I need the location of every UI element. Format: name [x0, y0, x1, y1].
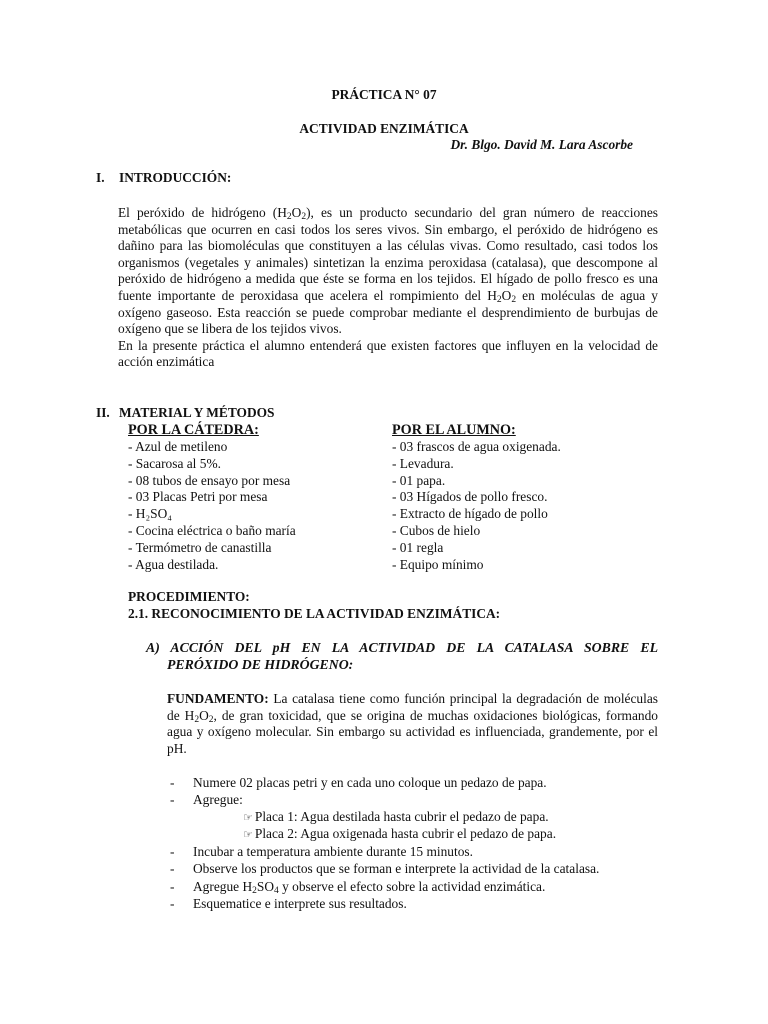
section-number-materials: II. — [96, 405, 110, 420]
procedure-section-title: 2.1. RECONOCIMIENTO DE LA ACTIVIDAD ENZIMÁTICA: — [128, 606, 501, 621]
list-item: - Agregue: ☞ Placa 1: Agua destilada hasta cubrir el pedazo de papa. ☞ Placa 2: Agua oxigenada hasta cubrir el pedazo de papa. — [170, 792, 658, 844]
list-item: - Sacarosa al 5%. — [128, 455, 221, 471]
sub-step: ☞ Placa 1: Agua destilada hasta cubrir el pedazo de papa. — [243, 808, 549, 824]
subsection-title-line-2: PERÓXIDO DE HIDRÓGENO: — [167, 657, 354, 672]
list-item: - 01 papa. — [392, 472, 446, 488]
list-item: - 01 regla — [392, 539, 444, 555]
section-heading-materials: MATERIAL Y MÉTODOS — [119, 405, 275, 420]
list-item: - Agregue $H_2SO_4$ y observe el efecto sobre la actividad enzimática. — [170, 878, 546, 896]
list-item: - Observe los productos que se forman e interprete la actividad de la catalasa. — [170, 861, 600, 877]
intro-paragraph-2: En la presente práctica el alumno entenderá que existen factores que influyen en la velocidad de acción enzimática — [118, 337, 658, 370]
list-item: - Numere 02 placas petri y en cada uno coloque un pedazo de papa. — [170, 775, 547, 790]
intro-text — [118, 205, 658, 371]
alumno-heading: POR EL ALUMNO: — [392, 422, 516, 438]
list-item: - H₂SO₄ — [128, 506, 172, 522]
list-item: - Cocina eléctrica o baño maría — [128, 522, 296, 538]
procedure-steps-list — [170, 775, 658, 913]
section-number-intro: I. — [96, 170, 105, 185]
practice-title: PRÁCTICA N° 07 — [331, 87, 437, 102]
sub-step: ☞ Placa 2: Agua oxigenada hasta cubrir el pedazo de papa. — [243, 826, 557, 842]
catedra-materials-list — [128, 439, 296, 573]
pointing-hand-icon: ☞ — [243, 810, 253, 824]
catedra-heading: POR LA CÁTEDRA: — [128, 422, 259, 438]
author-name: Dr. Blgo. David M. Lara Ascorbe — [450, 137, 633, 152]
list-item: - 03 frascos de agua oxigenada. — [392, 439, 561, 454]
list-item: - Termómetro de canastilla — [128, 539, 272, 555]
alumno-materials-list — [392, 439, 561, 573]
list-item: - Cubos de hielo — [392, 522, 481, 538]
list-item: - Levadura. — [392, 455, 454, 471]
fundamento-paragraph: FUNDAMENTO: La catalasa tiene como función principal la degradación de moléculas de $H_2O_2$, de gran toxicidad, que se origina de muchas oxidaciones biológicas, formando agua y oxígeno molecular. Sin embargo su actividad es influenciada, grandemente, por el pH. — [167, 691, 658, 756]
list-item: - 03 Placas Petri por mesa — [128, 489, 268, 505]
pointing-hand-icon: ☞ — [243, 828, 253, 842]
practice-subtitle: ACTIVIDAD ENZIMÁTICA — [299, 121, 469, 136]
list-item: - Azul de metileno — [128, 439, 228, 454]
list-item: - 08 tubos de ensayo por mesa — [128, 472, 291, 488]
list-item: - 03 Hígados de pollo fresco. — [392, 489, 548, 505]
list-item: - Agua destilada. — [128, 556, 219, 572]
subsection-title-line-1: A) ACCIÓN DEL pH EN LA ACTIVIDAD DE LA CATALASA SOBRE EL — [146, 640, 658, 655]
intro-paragraph-1: El peróxido de hidrógeno $(H_2O_2)$, es un producto secundario del gran número de reacciones metabólicas que ocurren en casi todos los seres vivos. Sin embargo, el peróxido de hidrógeno es dañino para las biomoléculas que constituyen a las células vivas. Como resultado, casi todos los organismos (vegetales y animales) sintetizan la enzima peroxidasa (catalasa), que descompone al peróxido de hidrógeno a medida que éste se forma en los tejidos. El hígado de pollo fresco es una fuente importante de peroxidasa que acelera el rompimiento del $H_2O_2$ en moléculas de agua y oxígeno gaseoso. Esta reacción se puede comprobar mediante el desprendimiento de burbujas de oxígeno que se libera de los tejidos vivos. — [118, 205, 658, 337]
procedure-heading: PROCEDIMIENTO: — [128, 589, 250, 604]
fundamento-label: FUNDAMENTO: — [167, 691, 269, 706]
list-item: - Equipo mínimo — [392, 556, 484, 572]
section-heading-intro: INTRODUCCIÓN: — [119, 170, 232, 185]
list-item: - Extracto de hígado de pollo — [392, 506, 548, 522]
list-item: - Esquematice e interprete sus resultados. — [170, 895, 407, 911]
list-item: - Incubar a temperatura ambiente durante 15 minutos. — [170, 844, 473, 860]
